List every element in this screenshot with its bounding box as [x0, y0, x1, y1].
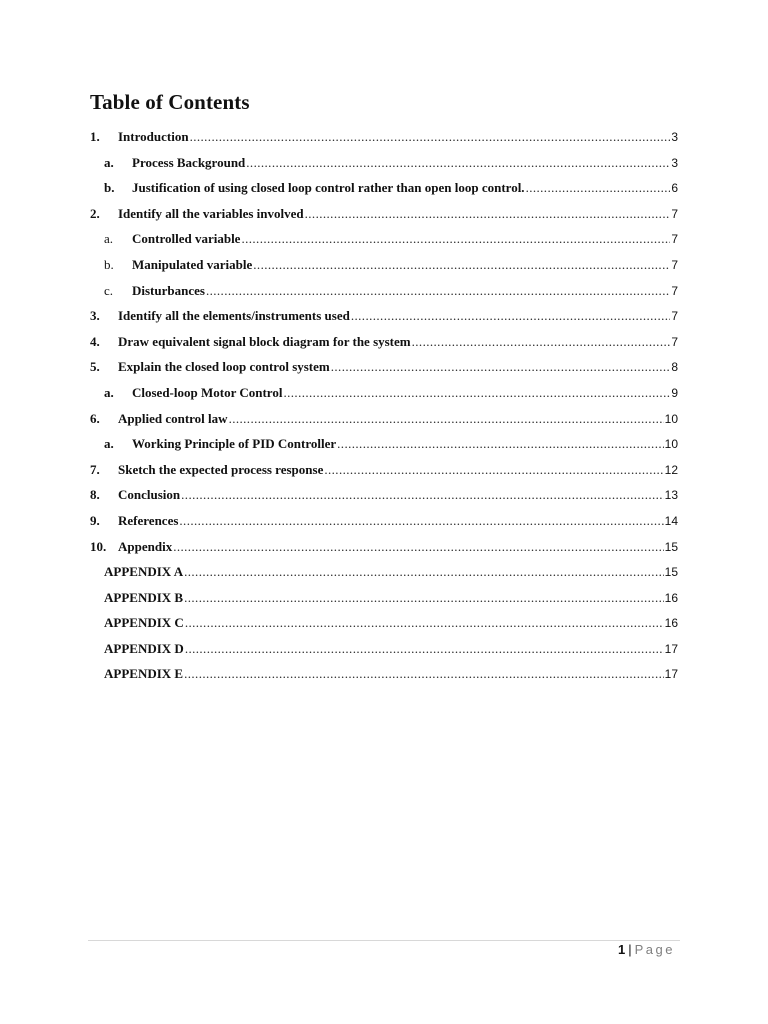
toc-entry-page: 10 — [664, 411, 678, 426]
toc-entry-page: 7 — [671, 283, 678, 298]
toc-entry-page: 16 — [664, 616, 678, 631]
toc-entry-line — [132, 431, 678, 458]
toc-dot-leader — [283, 380, 670, 406]
toc-entry-title[interactable]: Appendix — [118, 538, 173, 554]
toc-entry[interactable] — [0, 303, 768, 329]
toc-entry[interactable] — [0, 175, 768, 201]
toc-entry-page: 14 — [664, 513, 678, 528]
toc-entry[interactable] — [0, 559, 768, 585]
toc-entry-number: 2. — [90, 205, 100, 221]
toc-entry-page: 13 — [664, 488, 678, 503]
toc-dot-leader — [324, 457, 663, 483]
toc-entry-line — [118, 303, 678, 330]
toc-entry-number: 4. — [90, 333, 100, 349]
toc-entry-title[interactable]: Draw equivalent signal block diagram for the system — [118, 333, 411, 349]
toc-entry[interactable] — [0, 534, 768, 560]
toc-dot-leader — [190, 124, 671, 150]
toc-entry-title[interactable]: Manipulated variable — [132, 256, 253, 272]
toc-dot-leader — [526, 175, 671, 201]
toc-entry-line — [132, 252, 678, 279]
toc-dot-leader — [246, 150, 670, 176]
toc-entry[interactable] — [0, 508, 768, 534]
toc-entry-line — [118, 354, 678, 381]
toc-entry-page: 7 — [671, 257, 678, 272]
toc-entry[interactable] — [0, 585, 768, 611]
toc-entry-page: 8 — [671, 360, 678, 375]
toc-entry-page: 9 — [671, 385, 678, 400]
toc-entry-line — [104, 585, 678, 612]
toc-entry[interactable] — [0, 661, 768, 687]
toc-entry-line — [132, 150, 678, 177]
toc-entry-page: 10 — [664, 437, 678, 452]
toc-dot-leader — [185, 610, 664, 636]
toc-dot-leader — [173, 534, 663, 560]
toc-entry-line — [132, 380, 678, 407]
toc-entry[interactable] — [0, 252, 768, 278]
toc-entry-page: 7 — [671, 232, 678, 247]
footer-divider — [88, 940, 680, 941]
toc-entry[interactable] — [0, 380, 768, 406]
footer-separator: | — [628, 942, 632, 957]
toc-dot-leader — [184, 585, 664, 611]
toc-entry-line — [104, 559, 678, 586]
toc-entry-title[interactable]: Conclusion — [118, 487, 181, 503]
toc-entry[interactable] — [0, 278, 768, 304]
toc-entry-page: 3 — [671, 130, 678, 144]
toc-entry-line — [104, 661, 678, 688]
toc-entry-title[interactable]: Disturbances — [132, 282, 205, 298]
toc-entry-line — [118, 482, 678, 509]
toc-entry-title[interactable]: Identify all the variables involved — [118, 205, 304, 221]
toc-entry-title[interactable]: Closed-loop Motor Control — [132, 384, 283, 400]
toc-entry-title[interactable]: APPENDIX E — [104, 666, 184, 682]
toc-entry-line — [118, 508, 678, 535]
toc-entry-number: a. — [104, 154, 114, 170]
toc-entry-page: 3 — [671, 155, 678, 170]
toc-dot-leader — [206, 278, 670, 304]
toc-entry[interactable] — [0, 406, 768, 432]
toc-entry-number: 10. — [90, 538, 107, 554]
toc-entry-number: c. — [104, 282, 114, 298]
toc-entry-page: 15 — [664, 565, 678, 580]
toc-dot-leader — [184, 661, 664, 687]
toc-entry-page: 16 — [664, 590, 678, 605]
page-footer — [618, 942, 675, 957]
toc-entry[interactable] — [0, 636, 768, 662]
toc-entry-line — [132, 226, 678, 253]
toc-entry[interactable] — [0, 150, 768, 176]
toc-entry-page: 7 — [671, 309, 678, 324]
toc-entry-number: 6. — [90, 410, 100, 426]
toc-entry-page: 17 — [664, 641, 678, 656]
toc-entry-title[interactable]: APPENDIX A — [104, 564, 184, 580]
toc-entry-number: b. — [104, 180, 115, 196]
toc-dot-leader — [305, 201, 671, 227]
toc-entry-line — [118, 329, 678, 356]
toc-dot-leader — [331, 354, 671, 380]
page-label: Page — [634, 942, 675, 957]
toc-entry[interactable] — [0, 457, 768, 483]
toc-entry-title[interactable]: Introduction — [118, 129, 189, 144]
toc-entry[interactable] — [0, 124, 768, 150]
toc-entry-title[interactable]: Identify all the elements/instruments used — [118, 308, 350, 324]
toc-entry-number: a. — [104, 231, 114, 247]
toc-entry-title[interactable]: Sketch the expected process response — [118, 461, 324, 477]
toc-entry-title[interactable]: Controlled variable — [132, 231, 241, 247]
toc-entry[interactable] — [0, 431, 768, 457]
toc-entry-title[interactable]: APPENDIX C — [104, 615, 184, 631]
toc-entry-page: 6 — [671, 181, 678, 196]
toc-entry-page: 12 — [664, 462, 678, 477]
toc-entry[interactable] — [0, 354, 768, 380]
toc-list — [0, 124, 768, 687]
toc-dot-leader — [253, 252, 670, 278]
toc-dot-leader — [181, 482, 664, 508]
toc-entry-line — [118, 201, 678, 228]
toc-entry-number: a. — [104, 384, 114, 400]
toc-entry-line — [104, 610, 678, 637]
toc-entry-line — [132, 278, 678, 305]
toc-entry-title[interactable]: APPENDIX D — [104, 640, 184, 656]
toc-entry-line — [118, 457, 678, 484]
toc-dot-leader — [185, 636, 664, 662]
toc-entry[interactable] — [0, 329, 768, 355]
toc-entry-number: 7. — [90, 461, 100, 477]
toc-dot-leader — [184, 559, 664, 585]
toc-entry-title[interactable]: References — [118, 512, 179, 528]
toc-entry-title[interactable]: Working Principle of PID Controller — [132, 436, 337, 452]
toc-dot-leader — [241, 226, 670, 252]
toc-dot-leader — [337, 431, 664, 457]
toc-entry-number: 1. — [90, 129, 100, 144]
toc-title: Table of Contents — [90, 90, 250, 114]
toc-entry-number: 8. — [90, 487, 100, 503]
toc-entry[interactable] — [0, 482, 768, 508]
toc-entry[interactable] — [0, 201, 768, 227]
toc-entry-page: 17 — [664, 667, 678, 682]
toc-entry-page: 15 — [664, 539, 678, 554]
toc-entry-number: 9. — [90, 512, 100, 528]
toc-entry-number: a. — [104, 436, 114, 452]
toc-entry-title[interactable]: Applied control law — [118, 410, 228, 426]
page-number: 1 — [618, 942, 626, 957]
toc-entry-title[interactable]: APPENDIX B — [104, 589, 184, 605]
toc-entry-title[interactable]: Explain the closed loop control system — [118, 359, 330, 375]
toc-entry-page: 7 — [671, 334, 678, 349]
toc-entry-line — [118, 406, 678, 433]
toc-dot-leader — [351, 303, 670, 329]
toc-dot-leader — [229, 406, 664, 432]
toc-entry-line — [118, 124, 678, 151]
toc-entry-number: 3. — [90, 308, 100, 324]
toc-entry-line — [104, 636, 678, 663]
toc-entry-line — [118, 534, 678, 561]
toc-dot-leader — [179, 508, 663, 534]
toc-entry-title[interactable]: Process Background — [132, 154, 246, 170]
toc-entry-number: 5. — [90, 359, 100, 375]
toc-entry[interactable] — [0, 610, 768, 636]
toc-entry-page: 7 — [671, 206, 678, 221]
toc-entry[interactable] — [0, 226, 768, 252]
toc-dot-leader — [412, 329, 671, 355]
toc-entry-line — [132, 175, 678, 202]
toc-entry-title[interactable]: Justification of using closed loop control rather than open loop control. — [132, 180, 525, 196]
toc-entry-number: b. — [104, 256, 114, 272]
